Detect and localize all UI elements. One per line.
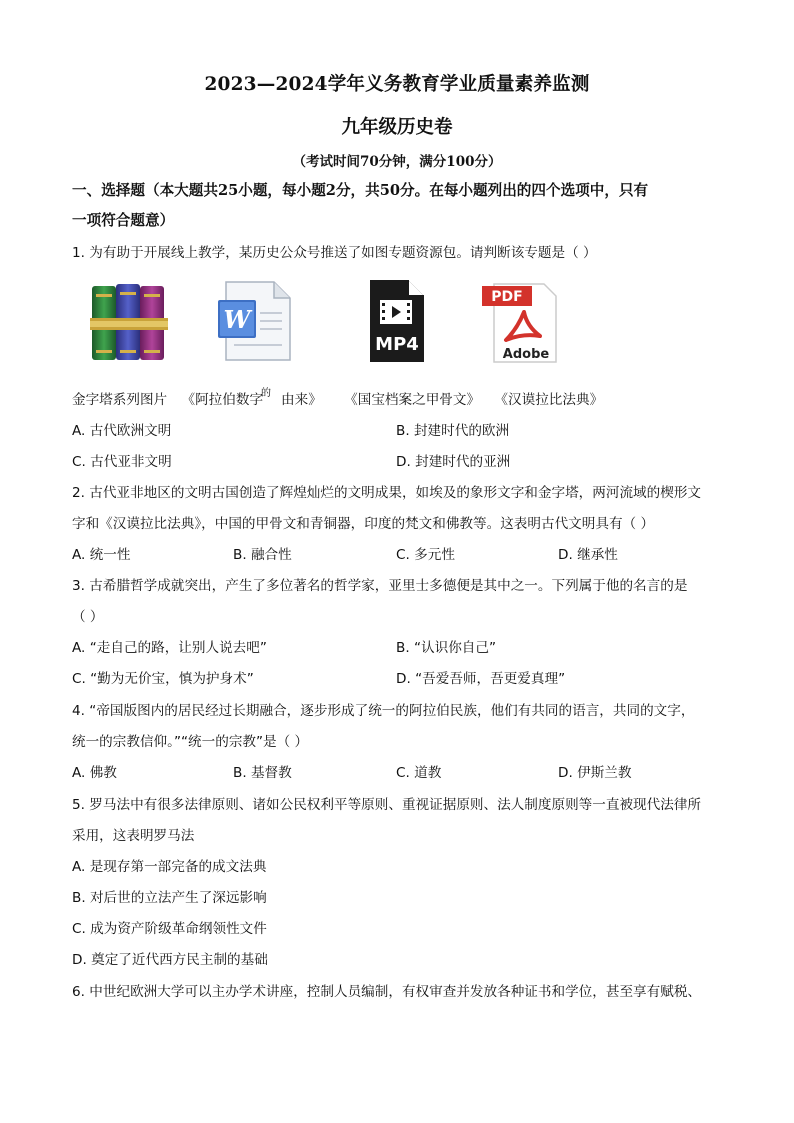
q1-option-b: B. 封建时代的欧洲 — [396, 423, 510, 439]
q1-option-c: C. 古代亚非文明 — [72, 454, 172, 470]
svg-text:PDF: PDF — [491, 289, 523, 305]
pdf-file-icon — [480, 278, 560, 364]
q5-stem-line1: 5. 罗马法中有很多法律原则、诸如公民权利平等原则、重视证据原则、法人制度原则等一直被现代法律所 — [72, 797, 702, 813]
svg-text:W: W — [223, 305, 251, 334]
q5-option-a: A. 是现存第一部完备的成文法典 — [72, 859, 267, 875]
caption-oracle-bone: 《国宝档案之甲骨文》 — [344, 392, 481, 408]
exam-title: 2023—2024学年义务教育学业质量素养监测 — [204, 74, 590, 95]
caption-hammurabi: 《汉谟拉比法典》 — [494, 392, 604, 408]
q4-option-d: D. 伊斯兰教 — [558, 765, 632, 781]
q4-option-a: A. 佛教 — [72, 765, 117, 781]
exam-subtitle: 九年级历史卷 — [341, 117, 453, 138]
q1-resource-captions — [72, 388, 613, 408]
svg-text:MP4: MP4 — [375, 334, 419, 355]
q3-option-c: C. “勤为无价宝，慎为护身术” — [72, 671, 254, 687]
q5-option-c: C. 成为资产阶级革命纲领性文件 — [72, 921, 267, 937]
q2-stem-line2: 字和《汉谟拉比法典》，中国的甲骨文和青铜器，印度的梵文和佛教等。这表明古代文明具有（ ） — [72, 516, 655, 532]
q2-option-a: A. 统一性 — [72, 547, 131, 563]
q4-stem-line2: 统一的宗教信仰。”“统一的宗教”是（ ） — [72, 734, 309, 750]
q4-option-c: C. 道教 — [396, 765, 442, 781]
q2-option-d: D. 继承性 — [558, 547, 618, 563]
section-heading-line2: 一项符合题意） — [72, 212, 175, 229]
q3-stem-line1: 3. 古希腊哲学成就突出，产生了多位著名的哲学家，亚里士多德便是其中之一。下列属于他的名言的是 — [72, 578, 688, 594]
q2-stem-line1: 2. 古代亚非地区的文明古国创造了辉煌灿烂的文明成果，如埃及的象形文字和金字塔，两河流域的楔形文 — [72, 485, 702, 501]
q2-option-b: B. 融合性 — [233, 547, 292, 563]
q3-option-b: B. “认识你自己” — [396, 640, 497, 656]
q1-resource-icons — [88, 278, 588, 368]
section-heading-line1: 一、选择题（本大题共25小题，每小题2分，共50分。在每小题列出的四个选项中，只有 — [72, 182, 649, 199]
svg-text:Adobe: Adobe — [502, 347, 550, 362]
q1-stem: 1. 为有助于开展线上教学，某历史公众号推送了如图专题资源包。请判断该专题是（ ） — [72, 245, 597, 261]
q1-option-d: D. 封建时代的亚洲 — [396, 454, 511, 470]
q5-option-b: B. 对后世的立法产生了深远影响 — [72, 890, 267, 906]
q5-option-d: D. 奠定了近代西方民主制的基础 — [72, 952, 268, 968]
q4-option-b: B. 基督教 — [233, 765, 292, 781]
mp4-file-icon — [364, 278, 428, 364]
q1-option-a: A. 古代欧洲文明 — [72, 423, 172, 439]
exam-note: （考试时间70分钟，满分100分） — [292, 154, 502, 170]
books-archive-icon — [88, 278, 170, 364]
q3-option-a: A. “走自己的路，让别人说去吧” — [72, 640, 267, 656]
caption-pyramid: 金字塔系列图片 — [72, 392, 168, 408]
q3-stem-line2: （ ） — [72, 609, 104, 625]
q5-stem-line2: 采用，这表明罗马法 — [72, 828, 195, 844]
q4-stem-line1: 4. “帝国版图内的居民经过长期融合，逐步形成了统一的阿拉伯民族，他们有共同的语言，共同的文字， — [72, 703, 695, 719]
q6-stem-line1: 6. 中世纪欧洲大学可以主办学术讲座，控制人员编制，有权审查并发放各种证书和学位，甚至享有赋税、 — [72, 984, 702, 1000]
word-document-icon — [216, 278, 296, 364]
q2-option-c: C. 多元性 — [396, 547, 455, 563]
caption-arabic-numerals: 《阿拉伯数字$^的$ 由来》 — [181, 388, 322, 408]
q3-option-d: D. “吾爱吾师，吾更爱真理” — [396, 671, 566, 687]
